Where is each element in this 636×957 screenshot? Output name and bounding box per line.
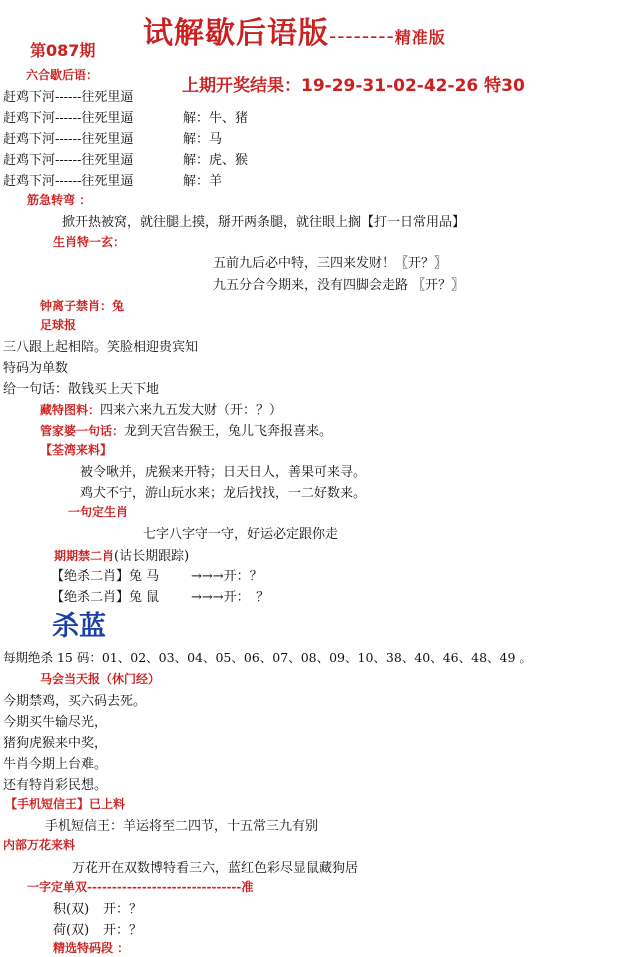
taiwan-line1: 被令啾并，虎猴来开特；日天日人，善果可来寻。 (80, 465, 367, 480)
danshuang-row: 积(双) 开：？ (53, 902, 143, 917)
wanhua-text: 万花开在双数博特看三六，蓝红色彩尽显鼠藏狗居 (72, 861, 359, 876)
shalan-title: 杀蓝 (52, 611, 106, 642)
qiqi-row (54, 545, 189, 564)
wanhua-label: 内部万花来料 (3, 838, 76, 852)
last-result: 上期开奖结果：19-29-31-02-42-26 特30 (182, 76, 525, 96)
zuqiu-label: 足球报 (40, 318, 77, 332)
shengxiao-line2: 九五分合今期来，没有四脚会走路 〖开？〗 (213, 278, 465, 293)
guanjia-text: 龙到天宫告猴王，兔儿飞奔报喜来。 (124, 424, 333, 439)
jinji-text: 掀开热被窝，就往腿上摸，掰开两条腿，就往眼上搁【打一日常用品】 (62, 215, 466, 230)
taiwan-label: 【荃湾来料】 (40, 443, 113, 457)
zhongli-label: 钟离子禁肖：兔 (40, 299, 125, 313)
danshuang-row: 荷(双) 开：？ (53, 923, 143, 938)
mahui-line: 猪狗虎猴来中奖， (3, 736, 108, 751)
title-main: 试解歇后语版 (143, 16, 329, 51)
page-title (143, 8, 446, 52)
cangte-text: 四来六来九五发大财（开：？） (100, 403, 283, 418)
xiehouyu-row: 赶鸡下河------往死里逼 解：羊 (3, 174, 223, 189)
shengxiao-line1: 五前九后必中特，三四来发财！〖开？〗 (213, 256, 448, 271)
jingxuan-label: 精选特码段 ： (53, 941, 130, 955)
qiqi-note: (诂长期跟踪) (114, 549, 190, 564)
mahui-line: 牛肖今期上台难。 (3, 757, 108, 772)
shalan-text: 每期绝杀 15 码：01、02、03、04、05、06、07、08、09、10、38、40、46、48、49 。 (3, 650, 532, 665)
shengxiao-label: 生肖特一玄： (53, 235, 126, 249)
issue-number: 第087期 (30, 41, 96, 60)
mahui-line: 今期买牛输尽光， (3, 715, 108, 730)
mahui-line: 还有特肖彩民想。 (3, 778, 108, 793)
zuqiu-line: 特码为单数 (3, 361, 69, 376)
duanxin-text: 手机短信王：羊运将至二四节，十五常三九有别 (45, 819, 319, 834)
qiqi-label: 期期禁二肖 (54, 549, 115, 563)
taiwan-line2: 鸡犬不宁，游山玩水来；龙后找找，一二好数来。 (80, 486, 367, 501)
yiju-label: 一句定生肖 (68, 505, 129, 519)
mahui-label: 马会当天报（休门经） (40, 672, 161, 686)
xiehouyu-row: 赶鸡下河------往死里逼 解：虎、猴 (3, 153, 249, 168)
xiehouyu-row: 赶鸡下河------往死里逼 解：马 (3, 132, 223, 147)
guanjia-row (40, 420, 332, 439)
duanxin-label: 【手机短信王】已上料 (5, 797, 126, 811)
qiqi-item: 【绝杀二肖】兔 马 →→→开：？ (51, 569, 263, 584)
yiju-text: 七字八字守一守，好运必定跟你走 (143, 527, 339, 542)
title-suffix: 精准版 (394, 28, 446, 47)
xiehouyu-label: 六合歇后语： (26, 68, 99, 82)
xiehouyu-row: 赶鸡下河------往死里逼 解：牛、猪 (3, 111, 249, 126)
zuqiu-line: 三八跟上起相陪。笑脸相迎贵宾知 (3, 340, 199, 355)
guanjia-label: 管家婆一句话： (40, 424, 125, 438)
cangte-row (40, 399, 282, 418)
danshuang-label: 一字定单双-------------------------------准 (27, 880, 254, 894)
cangte-label: 藏特图料： (40, 403, 101, 417)
xiehouyu-row: 赶鸡下河------往死里逼 (3, 90, 134, 105)
jinji-label: 筋急转弯 ： (27, 193, 92, 207)
title-dashes: -------- (329, 24, 395, 48)
mahui-line: 今期禁鸡，买六码去死。 (3, 694, 147, 709)
qiqi-item: 【绝杀二肖】兔 鼠 →→→开： ？ (51, 590, 270, 605)
zuqiu-line: 给一句话：散钱买上天下地 (3, 382, 160, 397)
